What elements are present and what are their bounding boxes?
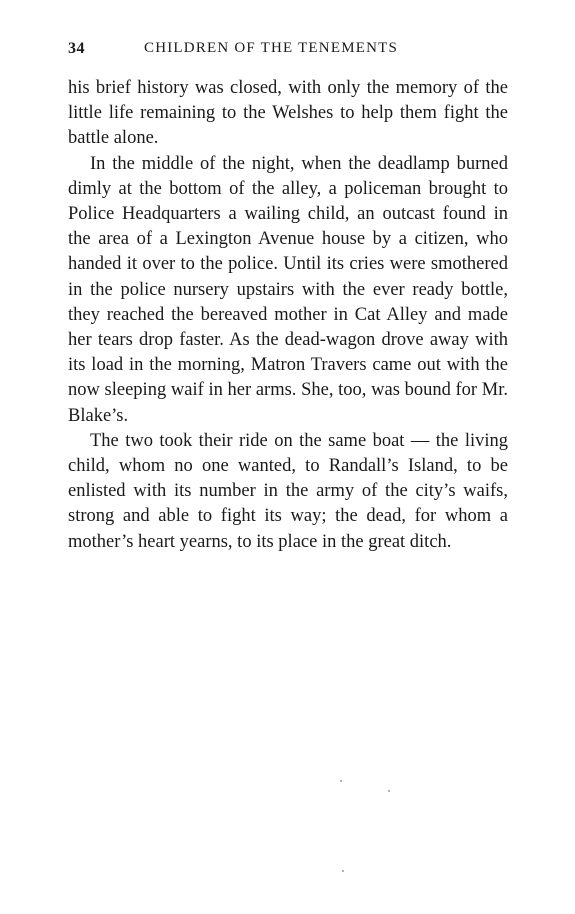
paragraph-boat-ride: The two took their ride on the same boat — the living child, whom no one wanted, to Randall’s Island, to be enlisted with its number in the army of the city’s waifs, strong and able to fight its way; the dead, for whom a mother’s heart yearns, to its place in the great ditch.: [68, 430, 508, 552]
paper-speck: [388, 790, 390, 792]
paper-speck: [340, 780, 342, 782]
paragraph-night-foundling: In the middle of the night, when the deadlamp burned dimly at the bottom of the alley, a policeman brought to Police Headquarters a wailing child, an outcast found in the area of a Lexington Avenue house by a citizen, who handed it over to the police. Until its cries were smothered in the police nursery upstairs with the ever ready bottle, they reached the bereaved mother in Cat Alley and made her tears drop faster. As the dead-wagon drove away with its load in the morning, Matron Travers came out with the now sleeping waif in her arms. She, too, was bound for Mr. Blake’s.: [68, 153, 508, 426]
book-page: [68, 40, 508, 555]
paragraph-continuation: his brief history was closed, with only the memory of the little life remaining to the Welshes to help them fight the battle alone.: [68, 78, 508, 149]
running-header: [68, 40, 508, 64]
page-number: 34: [68, 40, 85, 57]
body-text: [68, 76, 508, 555]
paper-speck: [342, 870, 344, 872]
running-title: CHILDREN OF THE TENEMENTS: [144, 40, 399, 56]
